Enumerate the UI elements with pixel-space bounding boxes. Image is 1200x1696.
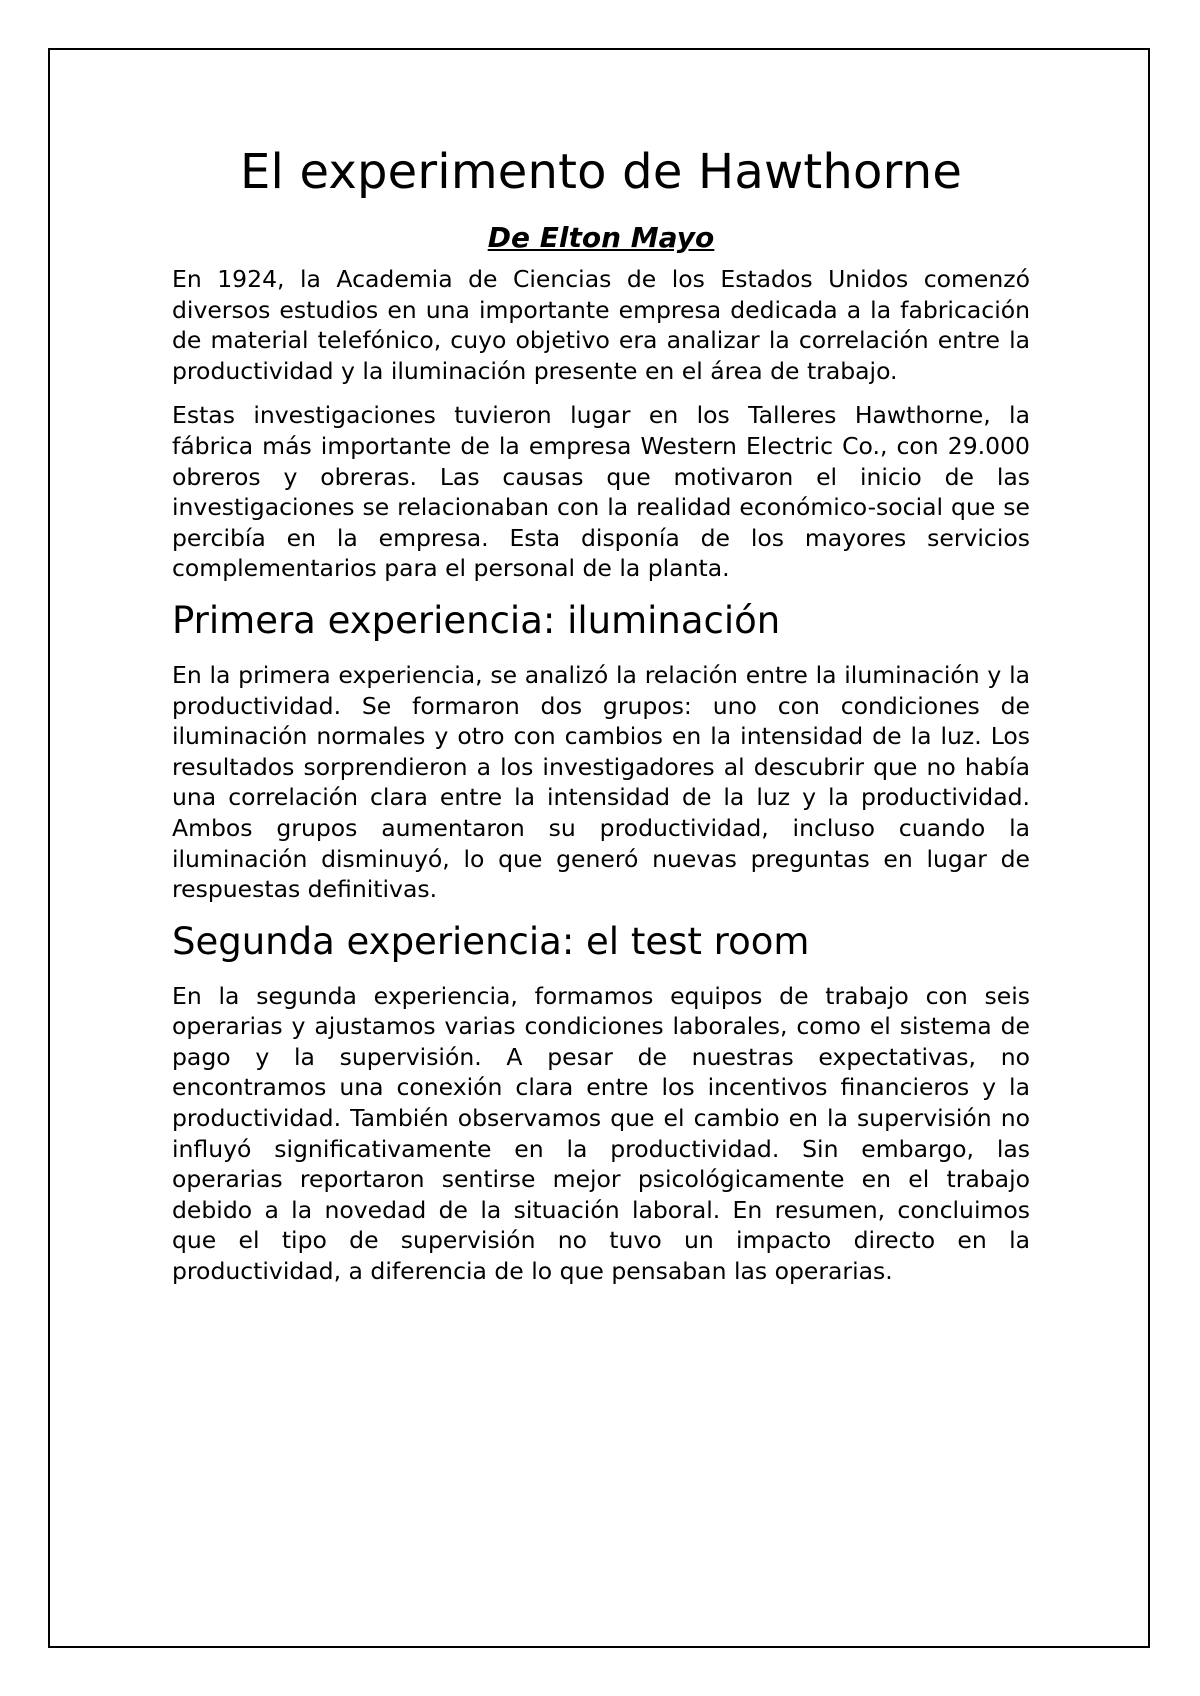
section-heading-iluminacion: Primera experiencia: iluminación: [172, 598, 781, 642]
document-subtitle: [172, 220, 1030, 256]
section-paragraph-test-room: En la segunda experiencia, formamos equipos de trabajo con seis operarias y ajustamos varias condiciones laborales, como el sistema de pago y la supervisión. A pesar de nuestras expectativas, no encontramos una conexión clara entre los incentivos financieros y la productividad. También observamos que el cambio en la supervisión no influyó significativamente en la productividad. Sin embargo, las operarias reportaron sentirse mejor psicológicamente en el trabajo debido a la novedad de la situación laboral. En resumen, concluimos que el tipo de supervisión no tuvo un impacto directo en la productividad, a diferencia de lo que pensaban las operarias.: [172, 981, 1030, 1286]
document-title: El experimento de Hawthorne: [239, 144, 963, 200]
intro-paragraph-2: Estas investigaciones tuvieron lugar en los Talleres Hawthorne, la fábrica más importante de la empresa Western Electric Co., con 29.000 obreros y obreras. Las causas que motivaron el inicio de las investigaciones se relacionaban con la realidad económico-social que se percibía en la empresa. Esta disponía de los mayores servicios complementarios para el personal de la planta.: [172, 401, 1030, 583]
document-subtitle-text: De Elton Mayo: [487, 221, 715, 254]
section-heading-test-room: Segunda experiencia: el test room: [172, 919, 810, 963]
intro-paragraph-1: En 1924, la Academia de Ciencias de los Estados Unidos comenzó diversos estudios en una importante empresa dedicada a la fabricación de material telefónico, cuyo objetivo era analizar la correlación entre la productividad y la iluminación presente en el área de trabajo.: [172, 265, 1030, 385]
document-body: [172, 142, 1030, 1301]
section-paragraph-iluminacion: En la primera experiencia, se analizó la relación entre la iluminación y la productividad. Se formaron dos grupos: uno con condiciones de iluminación normales y otro con cambios en la intensidad de la luz. Los resultados sorprendieron a los investigadores al descubrir que no había una correlación clara entre la intensidad de la luz y la productividad. Ambos grupos aumentaron su productividad, incluso cuando la iluminación disminuyó, lo que generó nuevas preguntas en lugar de respuestas definitivas.: [172, 660, 1030, 904]
